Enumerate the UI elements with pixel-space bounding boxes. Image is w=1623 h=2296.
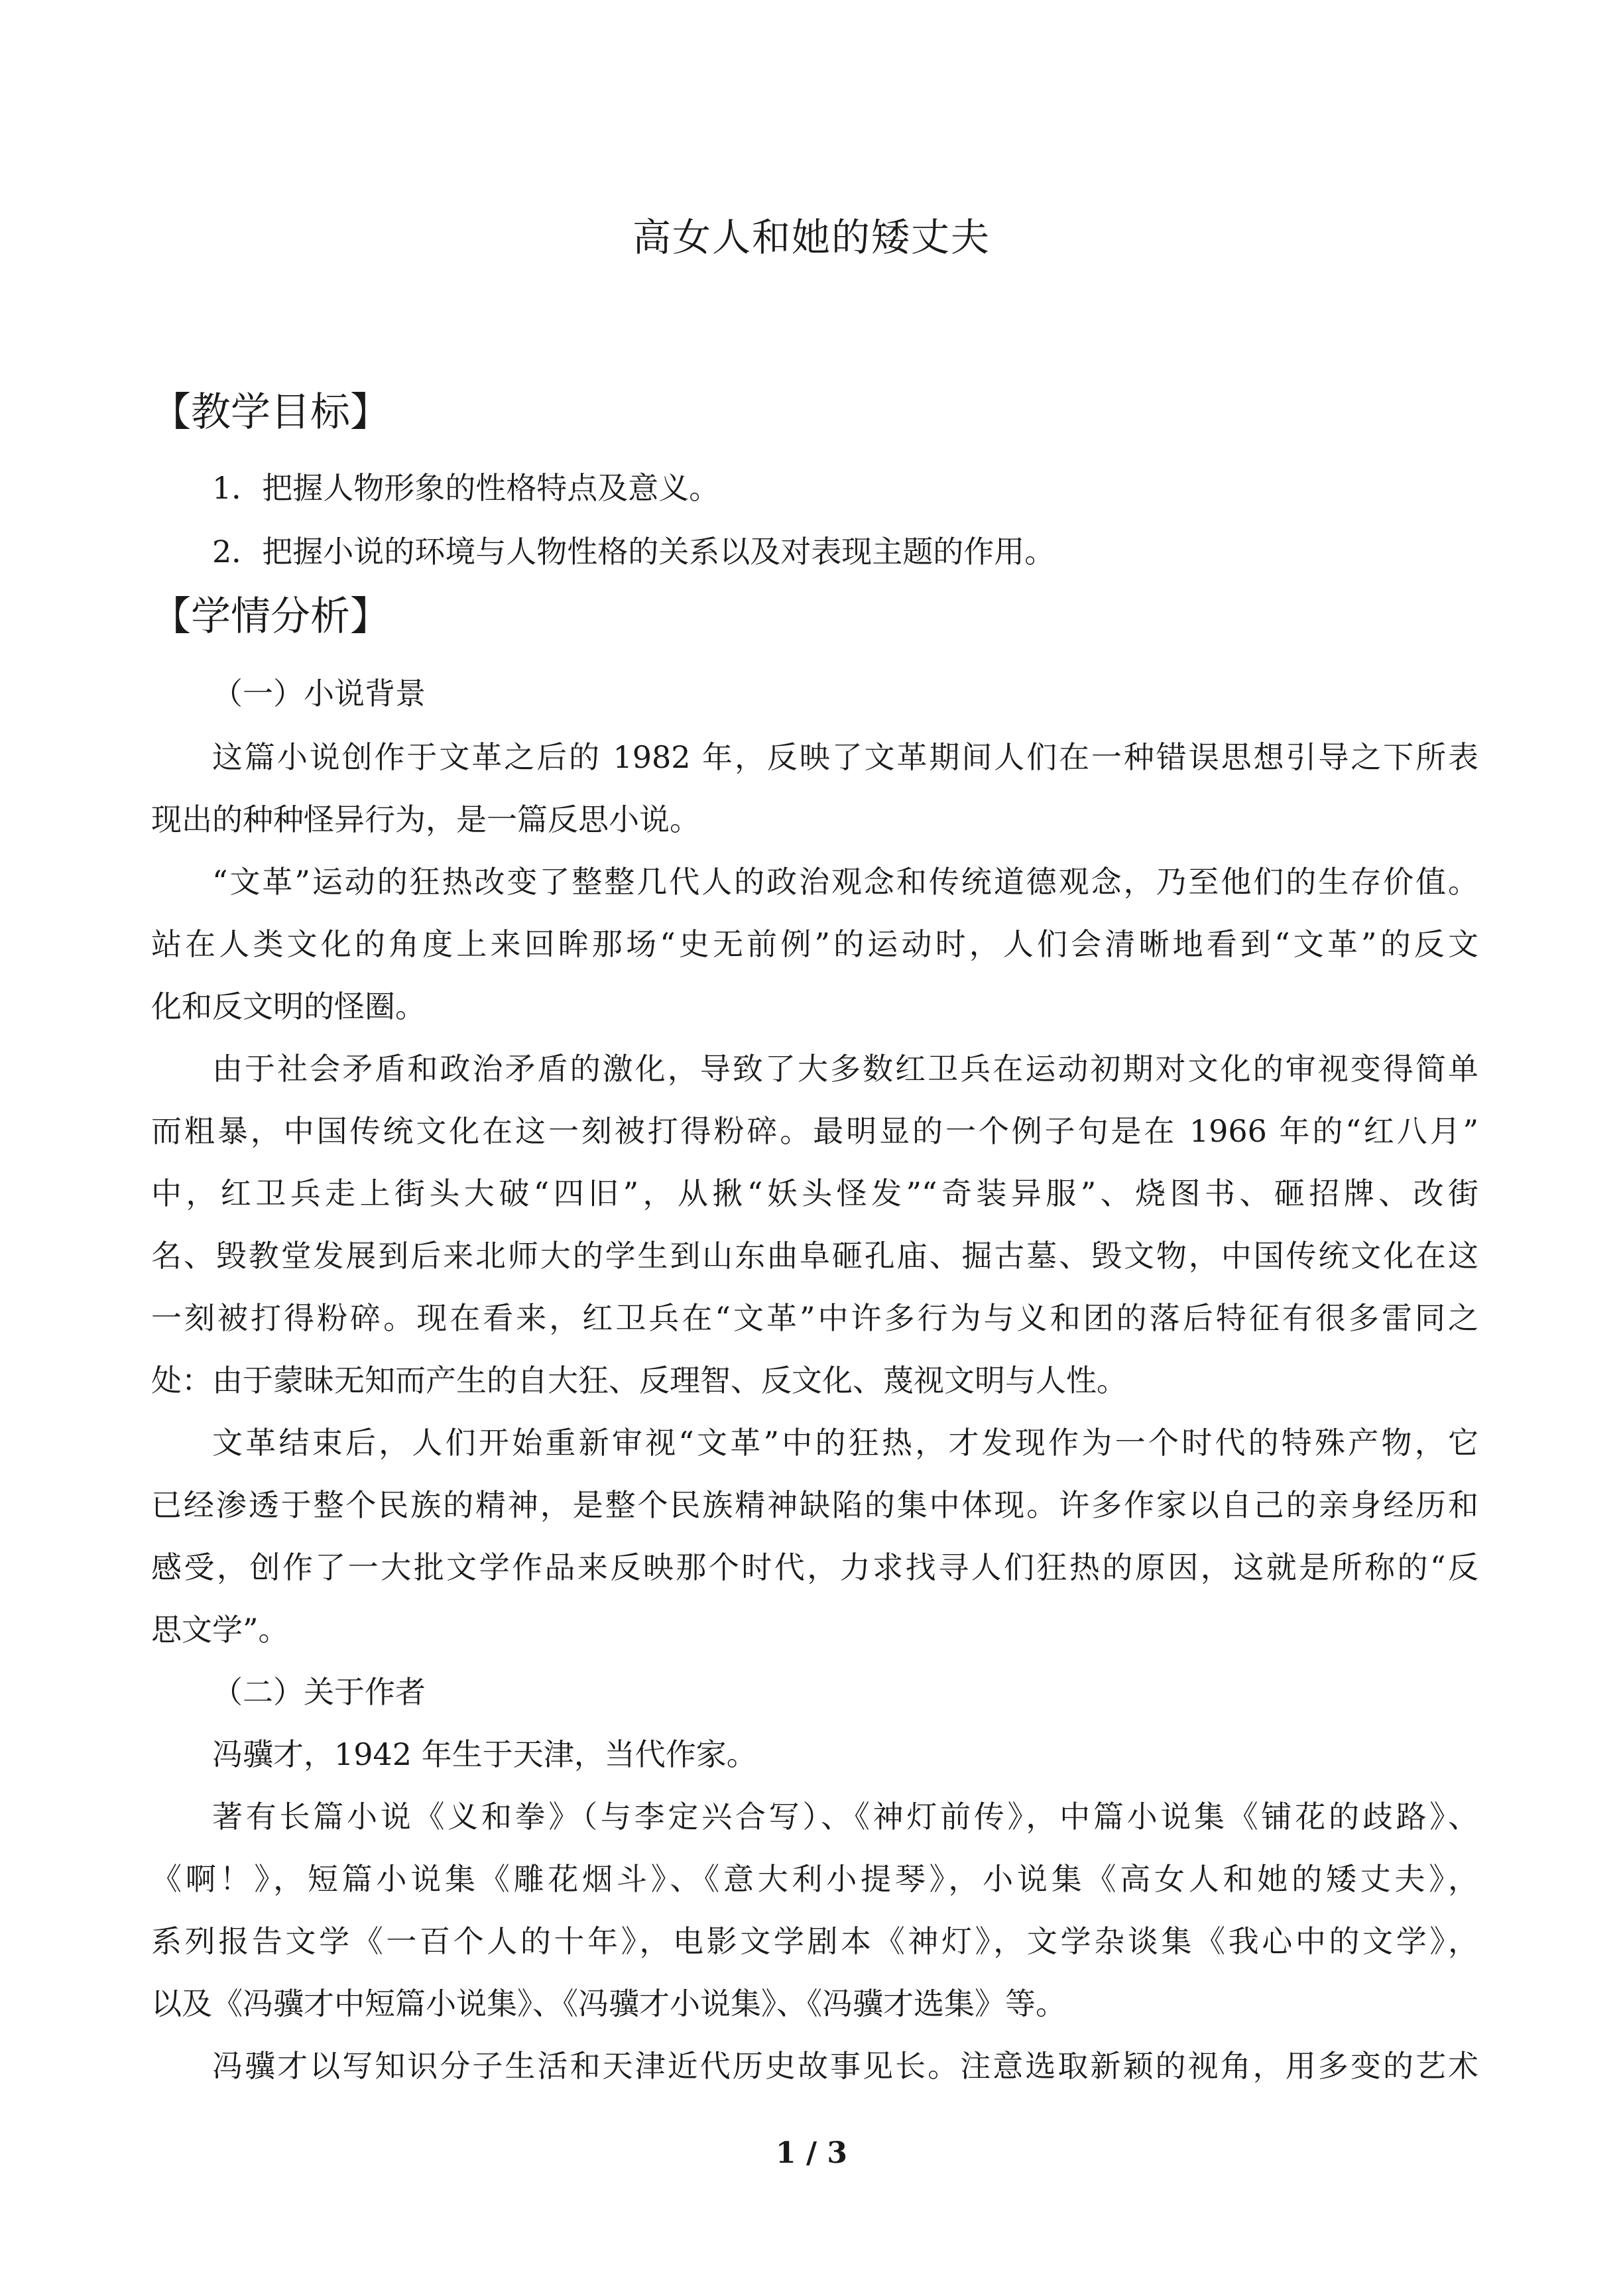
subsection-heading-background: （一）小说背景 [212,676,426,711]
paragraph-line: 化和反文明的怪圈。 [151,989,426,1024]
paragraph-line: 由于社会矛盾和政治矛盾的激化，导致了大多数红卫兵在运动初期对文化的审视变得简单 [212,1051,1478,1087]
paragraph-line: 冯骥才，1942 年生于天津，当代作家。 [212,1736,757,1772]
paragraph-line: 以及《冯骥才中短篇小说集》、《冯骥才小说集》、《冯骥才选集》等。 [151,1986,1066,2022]
goal-item: 1．把握人物形象的性格特点及意义。 [212,470,720,506]
goal-item: 2．把握小说的环境与人物性格的关系以及对表现主题的作用。 [212,534,1055,570]
paragraph-line: 文革结束后，人们开始重新审视“文革”中的狂热，才发现作为一个时代的特殊产物，它 [212,1425,1478,1461]
paragraph-line: 处：由于蒙昧无知而产生的自大狂、反理智、反文化、蔑视文明与人性。 [151,1362,1127,1398]
paragraph-line: 现出的种种怪异行为，是一篇反思小说。 [151,802,700,837]
paragraph-line: 系列报告文学《一百个人的十年》，电影文学剧本《神灯》，文学杂谈集《我心中的文学》， [151,1923,1478,1959]
paragraph-line: 站在人类文化的角度上来回眸那场“史无前例”的运动时，人们会清晰地看到“文革”的反文 [151,926,1478,962]
student-analysis-heading: 【学情分析】 [151,593,390,640]
paragraph-line: 著有长篇小说《义和拳》（与李定兴合写）、《神灯前传》，中篇小说集《铺花的歧路》、 [212,1799,1478,1835]
teaching-goals-heading: 【教学目标】 [151,389,390,436]
paragraph-line: 一刻被打得粉碎。现在看来，红卫兵在“文革”中许多行为与义和团的落后特征有很多雷同之 [151,1300,1478,1336]
paragraph-line: 思文学”。 [151,1612,289,1648]
paragraph-line: 这篇小说创作于文革之后的 1982 年，反映了文革期间人们在一种错误思想引导之下所表 [212,739,1478,775]
paragraph-line: 名、毁教堂发展到后来北师大的学生到山东曲阜砸孔庙、掘古墓、毁文物，中国传统文化在这 [151,1238,1478,1274]
subsection-heading-author: （二）关于作者 [212,1674,426,1710]
page-number: 1 / 3 [776,2136,847,2170]
paragraph-line: 中，红卫兵走上街头大破“四旧”，从揪“妖头怪发”“奇装异服”、烧图书、砸招牌、改街 [151,1176,1478,1211]
paragraph-line: “文革”运动的狂热改变了整整几代人的政治观念和传统道德观念，乃至他们的生存价值。 [212,864,1478,900]
paragraph-line: 感受，创作了一大批文学作品来反映那个时代，力求找寻人们狂热的原因，这就是所称的“反 [151,1549,1478,1585]
document-title: 高女人和她的矮丈夫 [632,215,991,260]
paragraph-line: 已经渗透于整个民族的精神，是整个民族精神缺陷的集中体现。许多作家以自己的亲身经历和 [151,1487,1478,1523]
paragraph-line: 而粗暴，中国传统文化在这一刻被打得粉碎。最明显的一个例子句是在 1966 年的“红八月” [151,1113,1478,1149]
paragraph-line: 冯骥才以写知识分子生活和天津近代历史故事见长。注意选取新颖的视角，用多变的艺术 [212,2048,1478,2084]
paragraph-line: 《啊！》，短篇小说集《雕花烟斗》、《意大利小提琴》，小说集《高女人和她的矮丈夫》， [151,1861,1478,1897]
